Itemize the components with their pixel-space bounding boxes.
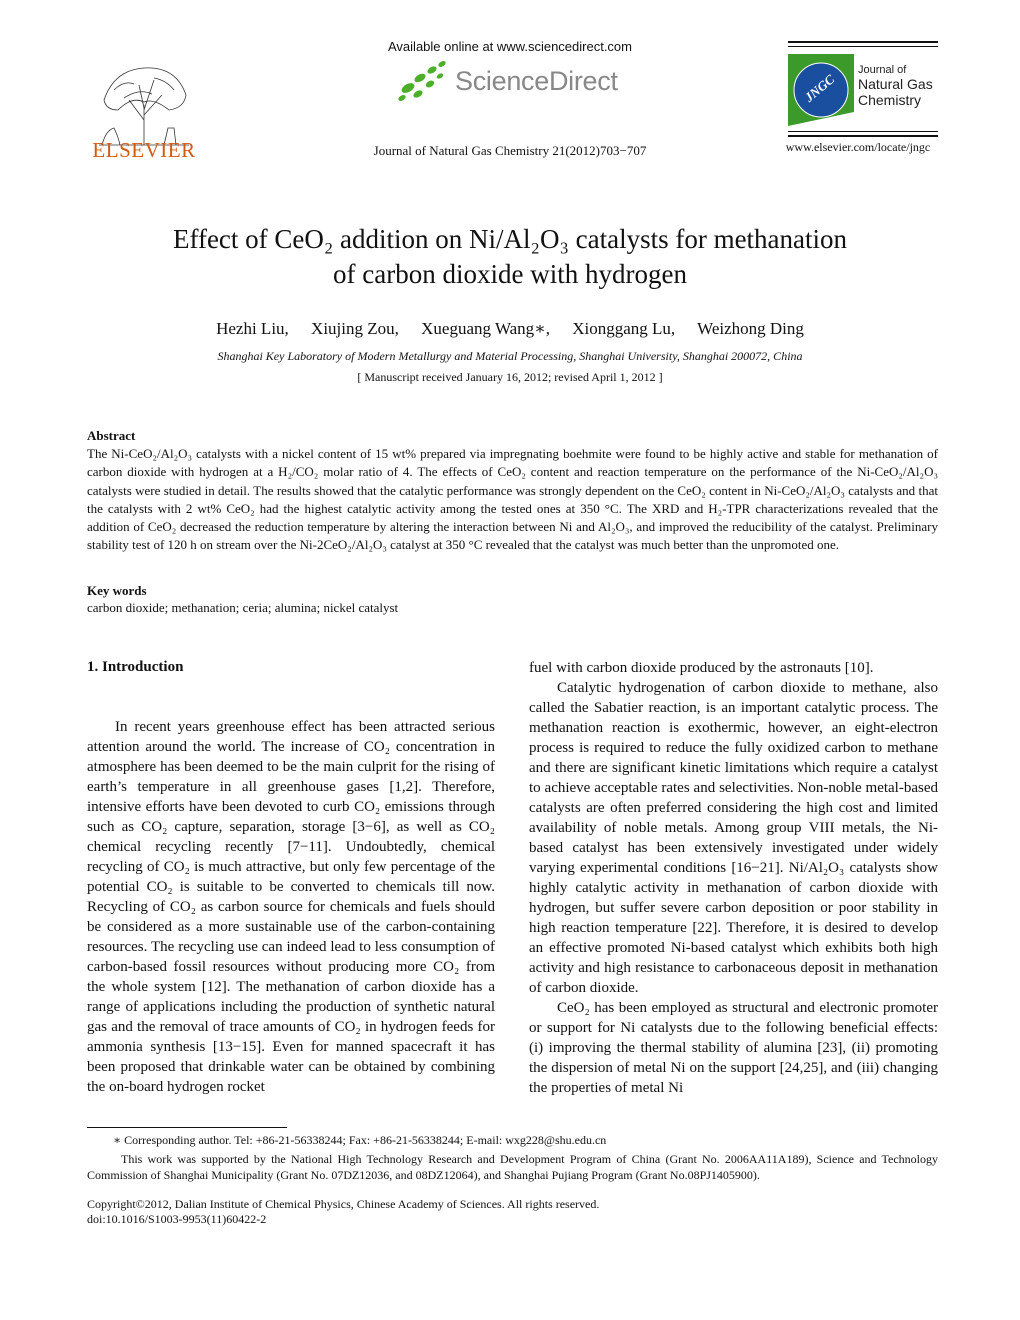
author: Hezhi Liu, xyxy=(216,319,289,338)
footnote-rule xyxy=(87,1127,287,1128)
header-rule xyxy=(788,131,938,132)
header-rule xyxy=(788,46,938,47)
header-rule xyxy=(788,41,938,43)
jngc-journal-of: Journal of xyxy=(858,64,907,76)
keywords-text: carbon dioxide; methanation; ceria; alumina; nickel catalyst xyxy=(87,600,399,615)
paragraph: Catalytic hydrogenation of carbon dioxide to methane, also called the Sabatier reaction, is an important catalytic process. The methanation reaction is exothermic, however, an eight-electron process is required to reduce the fully oxidized carbon to methane and there are significant kinetic limitations which require a catalyst to achieve acceptable rates and selectivities. Non-noble metal-based catalysts are often preferred considering the high cost and limited availability of noble metals. Among group VIII metals, the Ni-based catalyst has been extensively investigated under widely varying experimental conditions [16−21]. Ni/Al₂O₃ catalysts show highly catalytic activity in methanation of carbon dioxide with hydrogen, but suffer severe carbon deposition or poor stability in high reaction temperature [22]. Therefore, it is desired to develop an effective promoted Ni-based catalyst which exhibits both high activity and high resistance to carbonaceous deposit in methanation of carbon dioxide. xyxy=(529,680,938,996)
author: Xiujing Zou, xyxy=(311,319,399,338)
paragraph: In recent years greenhouse effect has been attracted serious attention around the world. The increase of CO₂ concentration in atmosphere has been deemed to be the main culprit for the rising of earth’s temperature in all greenhouse gases [1,2]. Therefore, intensive efforts have been devoted to curb CO₂ emissions through such as CO₂ capture, separation, storage [3−6], as well as CO₂ chemical recycling recently [7−11]. Undoubtedly, chemical recycling of CO₂ is much attractive, but only few percentage of the potential CO₂ is suitable to be converted to chemicals till now. Recycling of CO₂ as carbon source for chemicals and fuels should be considered as a more sustainable use of the carbon-containing resources. The recycling use can indeed lead to less consumption of carbon-based fossil resources without producing more CO₂ from the whole system [12]. The methanation of carbon dioxide has a range of applications including the production of synthetic natural gas and the removal of trace amounts of CO₂ in hydrogen feeds for ammonia synthesis [13−15]. Even for manned spacecraft it has been proposed that drinkable water can be obtained by combining the on-board hydrogen rocket xyxy=(87,719,495,1095)
copyright-notice: Copyright©2012, Dalian Institute of Chemical Physics, Chinese Academy of Sciences. All rights reserved. xyxy=(87,1197,600,1211)
paragraph: fuel with carbon dioxide produced by the astronauts [10]. xyxy=(529,660,874,676)
available-online-text[interactable]: Available online at www.sciencedirect.com xyxy=(388,39,632,54)
sciencedirect-logo[interactable]: ScienceDirect xyxy=(455,66,618,96)
author-list xyxy=(100,319,920,339)
author: Xionggang Lu, xyxy=(572,319,676,338)
jngc-globe-icon xyxy=(788,52,854,126)
jngc-line1: Natural Gas xyxy=(858,76,933,92)
jngc-journal-title xyxy=(858,64,933,108)
author: Weizhong Ding xyxy=(697,319,804,338)
header-rule xyxy=(788,135,938,137)
jngc-badge-text: JNGC xyxy=(801,71,838,105)
journal-citation: Journal of Natural Gas Chemistry 21(2012)703−707 xyxy=(373,143,647,158)
affiliation: Shanghai Key Laboratory of Modern Metallurgy and Material Processing, Shanghai University, Shanghai 200072, China xyxy=(217,349,803,363)
author: Xueguang Wang∗, xyxy=(421,319,550,338)
section-heading-introduction: 1. Introduction xyxy=(87,659,184,675)
jngc-line2: Chemistry xyxy=(858,92,922,108)
funding-footnote: This work was supported by the National High Technology Research and Development Program of China (Grant No. 2006AA11A189), Science and Technology Commission of Shanghai Municipality (Grant No. 07DZ12036, and 08DZ12064), and Shanghai Pujiang Program (Grant No.08PJ1405900). xyxy=(87,1152,938,1182)
keywords-heading: Key words xyxy=(87,583,147,598)
abstract-text: The Ni-CeO₂/Al₂O₃ catalysts with a nickel content of 15 wt% prepared via impregnating boehmite were found to be highly active and stable for methanation of carbon dioxide with hydrogen at a H₂/CO₂ molar ratio of 4. The effects of CeO₂ content and reaction temperature on the performance of the Ni-CeO₂/Al₂O₃ catalysts were studied in detail. The results showed that the catalytic performance was strongly dependent on the CeO₂ content in Ni-CeO₂/Al₂O₃ catalysts and that the catalysts with 2 wt% CeO₂ had the highest catalytic activity among the tested ones at 350 °C. The XRD and H₂-TPR characterizations revealed that the addition of CeO₂ decreased the reduction temperature by altering the interaction between Ni and Al₂O₃, and improved the reducibility of the catalyst. Preliminary stability test of 120 h on stream over the Ni-2CeO₂/Al₂O₃ catalyst at 350 °C revealed that the catalyst was much better than the unpromoted one. xyxy=(87,446,938,553)
corresponding-author-footnote: ∗ Corresponding author. Tel: +86-21-56338244; Fax: +86-21-56338244; E-mail: wxg228@shu.edu.cn xyxy=(113,1133,607,1147)
paragraph: CeO₂ has been employed as structural and electronic promoter or support for Ni catalysts due to the following beneficial effects: (i) improving the thermal stability of alumina [23], (ii) promoting the dispersion of metal Ni on the support [24,25], and (iii) changing the properties of metal Ni xyxy=(529,1000,938,1096)
doi[interactable]: doi:10.1016/S1003-9953(11)60422-2 xyxy=(87,1212,267,1226)
article-title xyxy=(100,222,920,292)
title-line-1: Effect of CeO₂ addition on Ni/Al₂O₃ catalysts for methanation xyxy=(172,224,848,254)
left-column xyxy=(87,717,495,1097)
elsevier-wordmark: ELSEVIER xyxy=(92,138,196,162)
title-line-2: of carbon dioxide with hydrogen xyxy=(333,259,687,289)
manuscript-dates: [ Manuscript received January 16, 2012; revised April 1, 2012 ] xyxy=(357,370,663,384)
abstract-heading: Abstract xyxy=(87,428,136,443)
right-column xyxy=(529,658,938,1098)
journal-url[interactable]: www.elsevier.com/locate/jngc xyxy=(785,140,931,154)
